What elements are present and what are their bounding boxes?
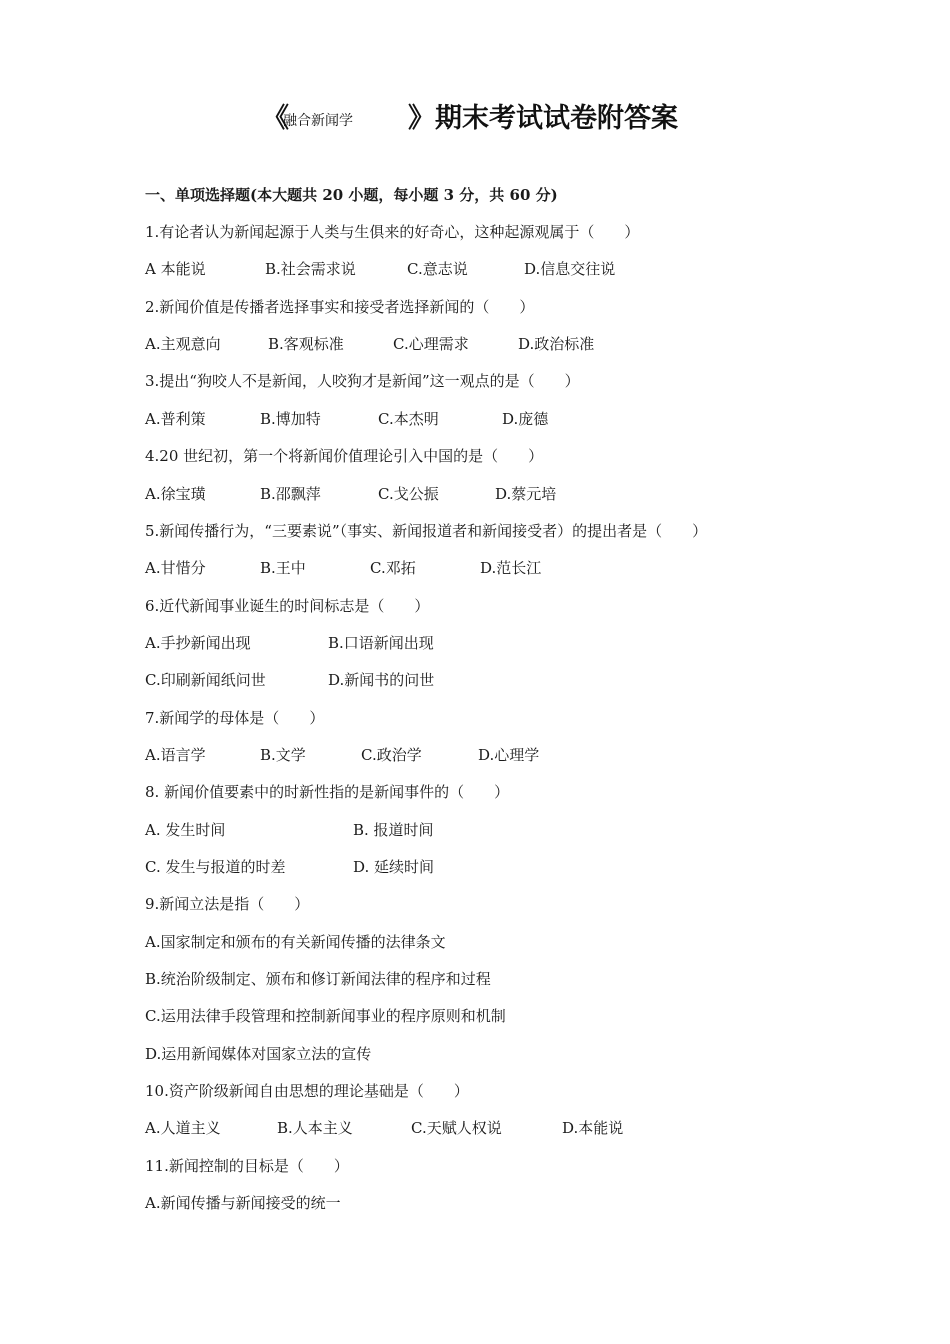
question-option: D.新闻书的问世: [328, 671, 435, 689]
question-option: C.本杰明: [378, 410, 439, 428]
question-option: B.客观标准: [268, 335, 344, 353]
question-option: B.邵飘萍: [260, 485, 321, 503]
section-heading: 一、单项选择题(本大题共 20 小题，每小题 3 分，共 60 分): [145, 186, 558, 204]
question-option: B.博加特: [260, 410, 321, 428]
question-option: A.新闻传播与新闻接受的统一: [145, 1194, 341, 1212]
question-option: A.人道主义: [145, 1119, 221, 1137]
question-stem: 9.新闻立法是指（ ）: [145, 895, 310, 913]
question-stem: 2.新闻价值是传播者选择事实和接受者选择新闻的（ ）: [145, 298, 535, 316]
question-option: B.社会需求说: [265, 260, 356, 278]
question-option: C.印刷新闻纸问世: [145, 671, 266, 689]
question-option: D.信息交往说: [524, 260, 616, 278]
question-option: A.国家制定和颁布的有关新闻传播的法律条文: [145, 933, 446, 951]
question-option: D.本能说: [562, 1119, 624, 1137]
question-stem: 8. 新闻价值要素中的时新性指的是新闻事件的（ ）: [145, 783, 510, 801]
question-stem: 7.新闻学的母体是（ ）: [145, 709, 325, 727]
question-option: D.运用新闻媒体对国家立法的宣传: [145, 1045, 372, 1063]
question-stem: 3.提出“狗咬人不是新闻，人咬狗才是新闻”这一观点的是（ ）: [145, 372, 580, 390]
question-stem: 5.新闻传播行为，“三要素说”（事实、新闻报道者和新闻接受者）的提出者是（ ）: [145, 522, 708, 540]
question-option: B.口语新闻出现: [328, 634, 434, 652]
question-option: C.政治学: [361, 746, 422, 764]
question-option: A.普利策: [145, 410, 206, 428]
title-course-name: 融合新闻学: [283, 113, 353, 129]
question-option: D.庞德: [502, 410, 549, 428]
question-stem: 4.20 世纪初，第一个将新闻价值理论引入中国的是（ ）: [145, 447, 544, 465]
question-option: C.意志说: [407, 260, 468, 278]
question-option: A.手抄新闻出现: [145, 634, 251, 652]
document-title: [0, 96, 950, 140]
question-option: C. 发生与报道的时差: [145, 858, 286, 876]
question-option: B. 报道时间: [353, 821, 434, 839]
question-option: B.文学: [260, 746, 306, 764]
question-option: D.范长江: [480, 559, 542, 577]
question-option: B.统治阶级制定、颁布和修订新闻法律的程序和过程: [145, 970, 491, 988]
question-option: C.戈公振: [378, 485, 439, 503]
question-option: C.运用法律手段管理和控制新闻事业的程序原则和机制: [145, 1007, 506, 1025]
question-stem: 6.近代新闻事业诞生的时间标志是（ ）: [145, 597, 430, 615]
title-text: 》期末考试试卷附答案: [408, 103, 678, 134]
question-option: A. 发生时间: [145, 821, 226, 839]
question-option: A.主观意向: [145, 335, 221, 353]
question-option: D. 延续时间: [353, 858, 435, 876]
question-option: A 本能说: [145, 260, 206, 278]
question-stem: 1.有论者认为新闻起源于人类与生俱来的好奇心，这种起源观属于（ ）: [145, 223, 640, 241]
question-option: B.人本主义: [277, 1119, 353, 1137]
question-option: C.心理需求: [393, 335, 469, 353]
question-option: A.甘惜分: [145, 559, 206, 577]
question-option: D.蔡元培: [495, 485, 557, 503]
question-option: A.徐宝璜: [145, 485, 206, 503]
question-option: A.语言学: [145, 746, 206, 764]
question-option: C.邓拓: [370, 559, 416, 577]
question-option: D.心理学: [478, 746, 540, 764]
title-open-bracket: 《: [262, 103, 289, 134]
question-stem: 11.新闻控制的目标是（ ）: [145, 1157, 349, 1175]
question-option: D.政治标准: [518, 335, 595, 353]
question-option: C.天赋人权说: [411, 1119, 502, 1137]
question-stem: 10.资产阶级新闻自由思想的理论基础是（ ）: [145, 1082, 469, 1100]
question-option: B.王中: [260, 559, 306, 577]
